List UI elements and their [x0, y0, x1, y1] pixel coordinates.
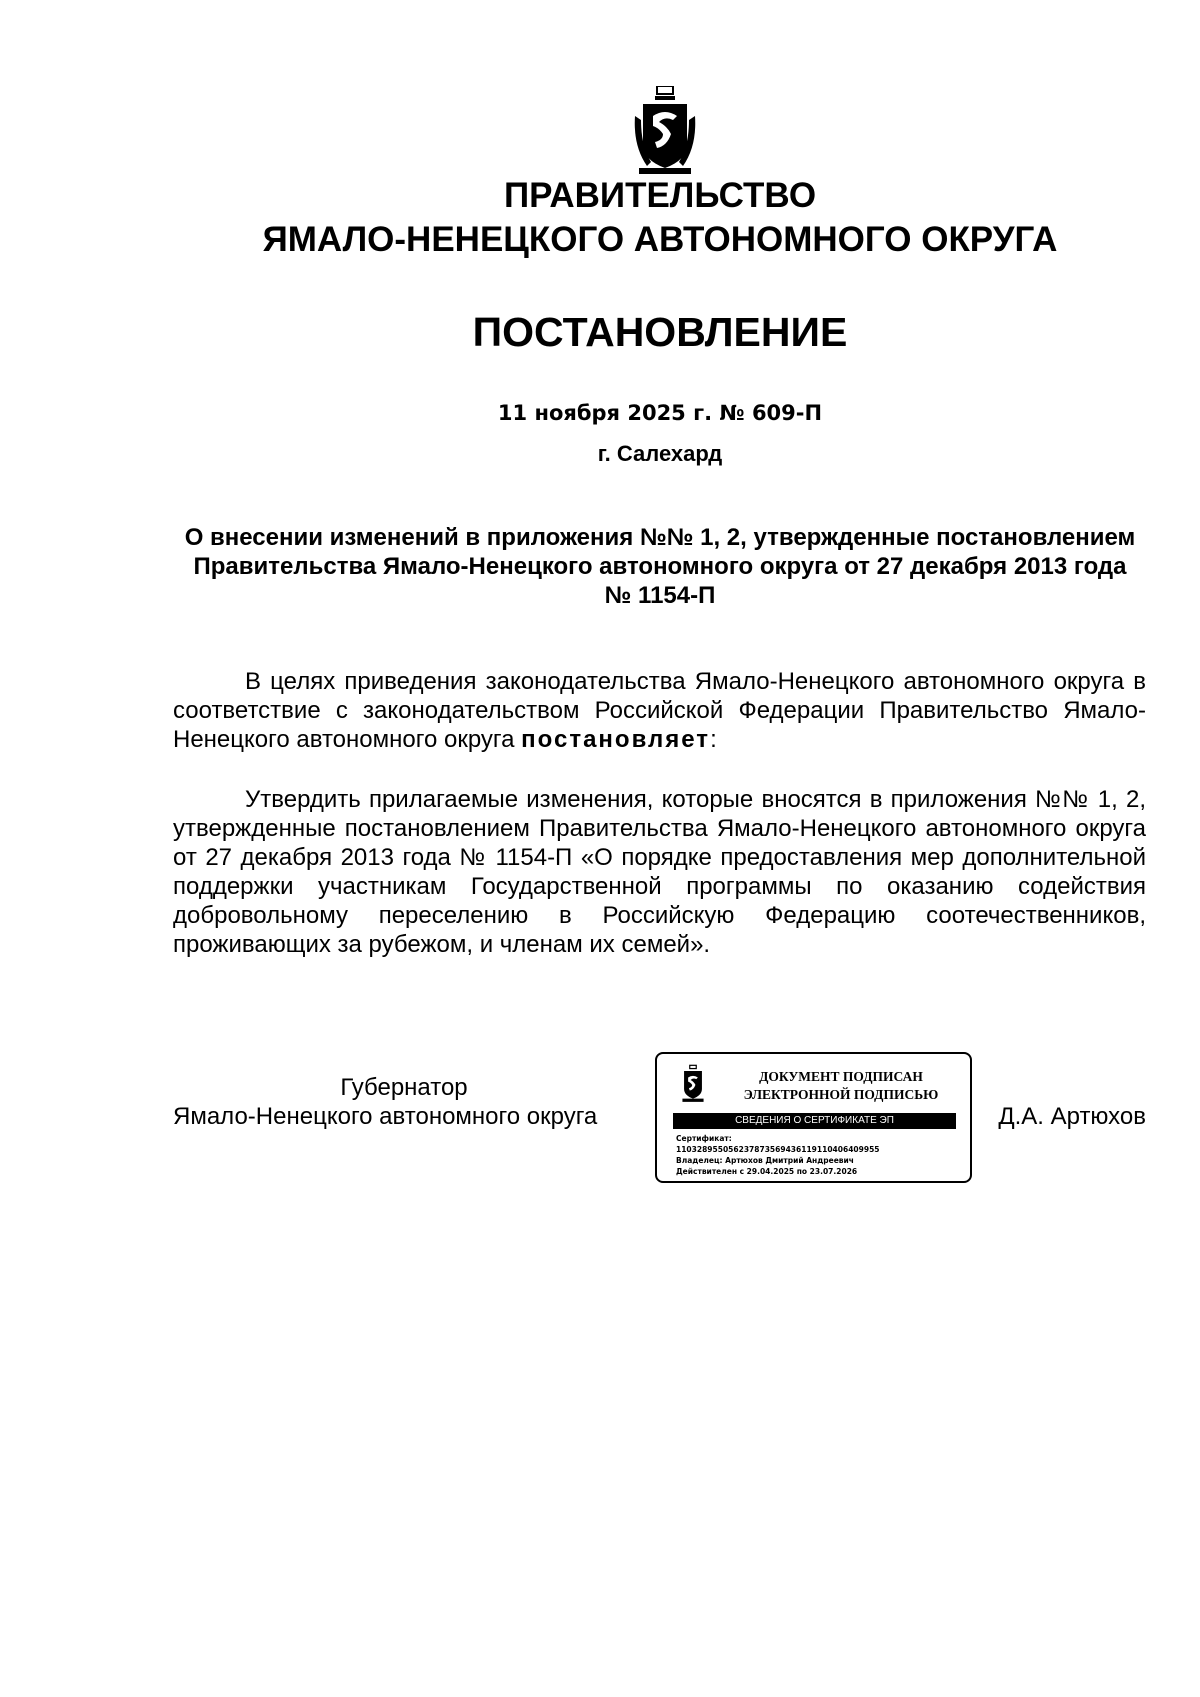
organization-name-line2: ЯМАЛО-НЕНЕЦКОГО АВТОНОМНОГО ОКРУГА	[262, 220, 1058, 259]
stamp-heading-line1: ДОКУМЕНТ ПОДПИСАН	[759, 1069, 923, 1084]
stamp-certificate-bar: СВЕДЕНИЯ О СЕРТИФИКАТЕ ЭП	[673, 1113, 956, 1129]
body-paragraph-1	[173, 667, 1146, 754]
e-signature-stamp	[655, 1052, 972, 1183]
body-paragraph-2: Утвердить прилагаемые изменения, которые вносятся в приложения №№ 1, 2, утвержденные постановлением Правительства Ямало-Ненецкого автономного округа от 27 декабря 2013 года № 1154-П «О порядке предоставления мер дополнительной поддержки участникам Государственной программы по оказанию содействия добровольному переселению в Российскую Федерацию соотечественников, проживающих за рубежом, и членам их семей».	[173, 786, 1146, 958]
signatory-name: Д.А. Артюхов	[998, 1103, 1146, 1130]
stamp-owner: Владелец: Артюхов Дмитрий Андреевич	[676, 1156, 854, 1165]
paragraph1-end: :	[710, 726, 717, 753]
signatory-title-line2: Ямало-Ненецкого автономного округа	[173, 1103, 598, 1130]
paragraph1-text: В целях приведения законодательства Ямало-Ненецкого автономного округа в соответствие с законодательством Российской Федерации Правительство Ямало-Ненецкого автономного округа	[173, 668, 1146, 753]
decree-keyword: постановляет	[521, 726, 711, 753]
stamp-certificate-label: Сертификат:	[676, 1134, 732, 1143]
organization-name-line1: ПРАВИТЕЛЬСТВО	[503, 176, 817, 215]
document-city: г. Салехард	[597, 441, 723, 466]
document-subject: О внесении изменений в приложения №№ 1, 2, утвержденные постановлением Правительства Ямало-Ненецкого автономного округа от 27 декабря 2013 года № 1154-П	[184, 524, 1136, 609]
signatory-title-line1: Губернатор	[340, 1074, 468, 1101]
stamp-heading-line2: ЭЛЕКТРОННОЙ ПОДПИСЬЮ	[743, 1087, 939, 1102]
stamp-validity: Действителен с 29.04.2025 по 23.07.2026	[676, 1167, 858, 1176]
coat-of-arms-icon	[680, 1064, 706, 1104]
coat-of-arms-icon	[633, 86, 697, 178]
document-type: ПОСТАНОВЛЕНИЕ	[472, 309, 848, 355]
stamp-certificate-number: 110328955056237873569436119110406409955	[676, 1145, 880, 1154]
document-date-number: 11 ноября 2025 г. № 609-П	[497, 401, 823, 425]
